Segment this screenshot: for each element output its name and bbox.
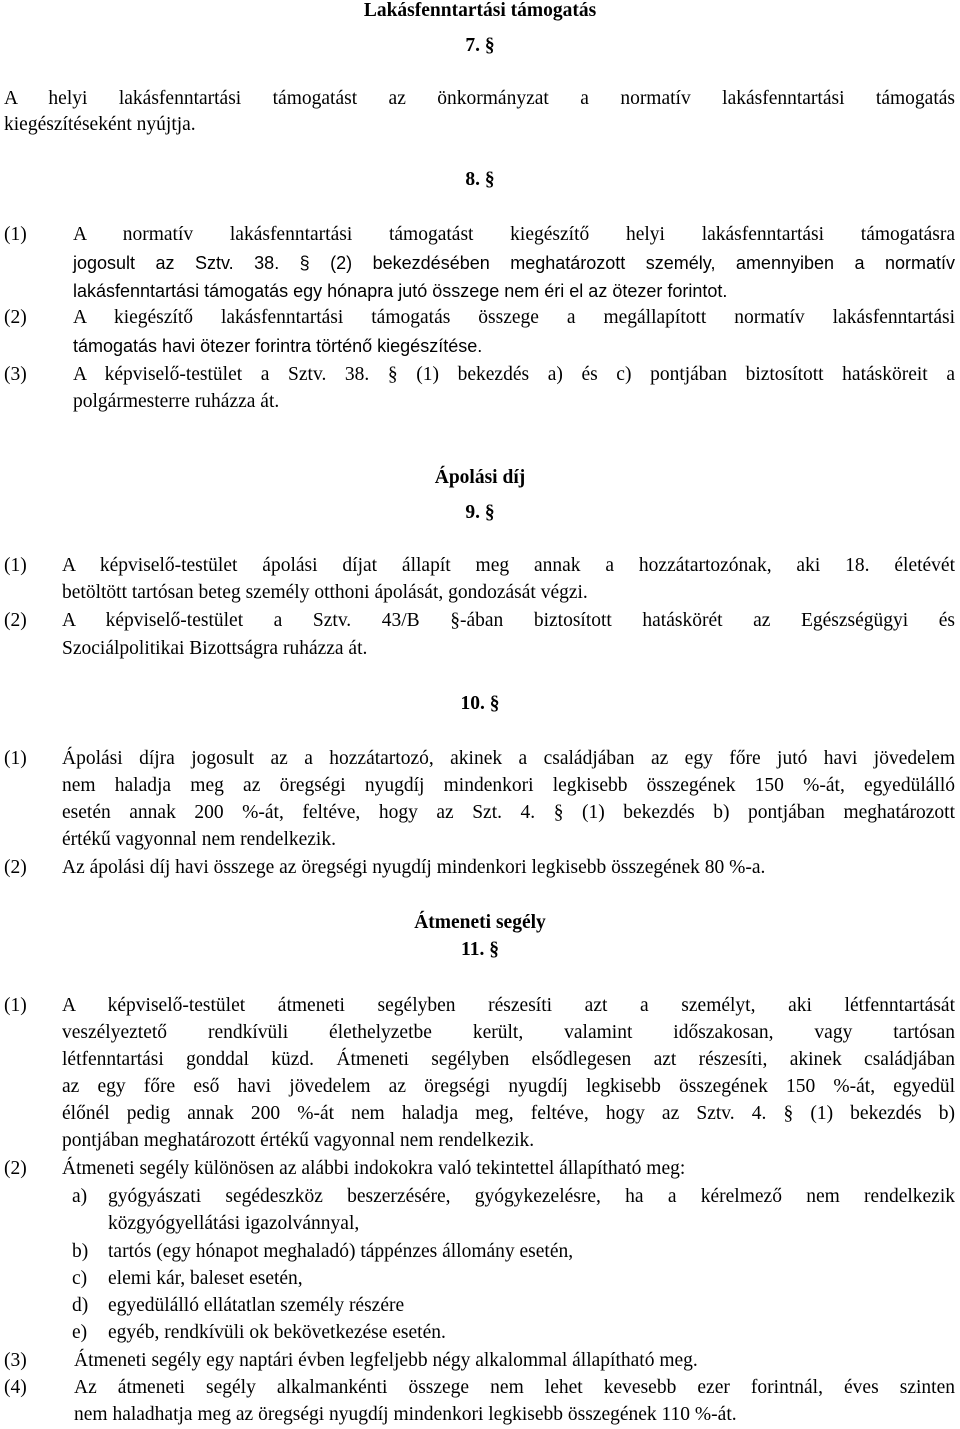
list-label-e: e) (72, 1322, 88, 1343)
list-label-d: d) (72, 1295, 89, 1316)
p8-3-line-1: A képviselő-testület a Sztv. 38. § (1) bekezdés a) és c) pontjában biztosított hatásköreit a (73, 364, 955, 385)
item-number: (2) (4, 857, 27, 878)
list-label-a: a) (72, 1186, 88, 1207)
paragraph-mark-11: 11. § (461, 939, 499, 960)
list-item-c: elemi kár, baleset esetén, (108, 1268, 303, 1289)
item-number: (3) (4, 364, 27, 385)
p9-1-line-1: A képviselő-testület ápolási díjat állapít meg annak a hozzátartozónak, aki 18. életévét (62, 555, 955, 576)
p8-1-line-1: A normatív lakásfenntartási támogatást kiegészítő helyi lakásfenntartási támogatásra (73, 224, 955, 245)
p11-1-line-3: létfenntartási gonddal küzd. Átmeneti segélyben elsődlegesen azt részesíti, akinek családjában (62, 1049, 955, 1070)
item-number: (1) (4, 748, 27, 769)
p8-3-line-2: polgármesterre ruházza át. (73, 391, 280, 412)
p10-1-line-1: Ápolási díjra jogosult az a hozzátartozó, akinek a családjában az egy főre jutó havi jövedelem (62, 748, 955, 769)
section-heading-apolasi-dij: Ápolási díj (434, 467, 526, 488)
paragraph-mark-8: 8. § (465, 169, 495, 190)
item-number: (2) (4, 610, 27, 631)
p8-1-line-3: lakásfenntartási támogatás egy hónapra jutó összege nem éri el az ötezer forintot. (73, 281, 728, 301)
list-item-e: egyéb, rendkívüli ok bekövetkezése esetén. (108, 1322, 446, 1343)
list-item-b: tartós (egy hónapot meghaladó) táppénzes állomány esetén, (108, 1241, 574, 1262)
p8-1-line-2: jogosult az Sztv. 38. § (2) bekezdésében meghatározott személy, amennyiben a normatív (73, 253, 955, 273)
p7-line-1: A helyi lakásfenntartási támogatást az önkormányzat a normatív lakásfenntartási támogatás (4, 88, 955, 109)
section-heading-atmeneti-segely: Átmeneti segély (414, 912, 546, 933)
item-number: (1) (4, 224, 27, 245)
p11-2-line-1: Átmeneti segély különösen az alábbi indokokra való tekintettel állapítható meg: (62, 1158, 686, 1179)
list-label-c: c) (72, 1268, 88, 1289)
item-number: (1) (4, 995, 27, 1016)
p11-1-line-6: pontjában meghatározott értékű vagyonnal nem rendelkezik. (62, 1130, 535, 1151)
p9-1-line-2: betöltött tartósan beteg személy otthoni ápolását, gondozását végzi. (62, 582, 588, 603)
list-item-a-line-2: közgyógyellátási igazolvánnyal, (108, 1213, 360, 1234)
item-number: (1) (4, 555, 27, 576)
p11-3-line-1: Átmeneti segély egy naptári évben legfeljebb négy alkalommal állapítható meg. (74, 1350, 698, 1371)
p10-1-line-2: nem haladja meg az öregségi nyugdíj mindenkori legkisebb összegének 150 %-át, egyedülálló (62, 775, 955, 796)
p11-1-line-5: élőnél pedig annak 200 %-át nem haladja meg, feltéve, hogy az Sztv. 4. § (1) bekezdés b) (62, 1103, 955, 1124)
p11-1-line-1: A képviselő-testület átmeneti segélyben részesíti azt a személyt, aki létfenntartását (62, 995, 955, 1016)
p11-1-line-4: az egy főre eső havi jövedelem az öregségi nyugdíj legkisebb összegének 150 %-át, egyedül (62, 1076, 955, 1097)
p11-4-line-2: nem haladhatja meg az öregségi nyugdíj mindenkori legkisebb összegének 110 %-át. (74, 1404, 737, 1425)
p11-4-line-1: Az átmeneti segély alkalmankénti összege nem lehet kevesebb ezer forintnál, éves szinten (74, 1377, 955, 1398)
p10-1-line-4: értékű vagyonnal nem rendelkezik. (62, 829, 336, 850)
item-number: (4) (4, 1377, 27, 1398)
list-item-d: egyedülálló ellátatlan személy részére (108, 1295, 405, 1316)
item-number: (2) (4, 307, 27, 328)
item-number: (2) (4, 1158, 27, 1179)
paragraph-mark-7: 7. § (465, 35, 495, 56)
p10-1-line-3: esetén annak 200 %-át, feltéve, hogy az Szt. 4. § (1) bekezdés b) pontjában meghatározott (62, 802, 955, 823)
section-heading-lakasfenntartasi: Lakásfenntartási támogatás (363, 0, 597, 21)
p9-2-line-2: Szociálpolitikai Bizottságra ruházza át. (62, 638, 368, 659)
p8-2-line-2: támogatás havi ötezer forintra történő kiegészítése. (73, 336, 483, 356)
paragraph-mark-9: 9. § (465, 502, 495, 523)
p7-line-2: kiegészítéseként nyújtja. (4, 114, 196, 135)
p8-2-line-1: A kiegészítő lakásfenntartási támogatás összege a megállapított normatív lakásfenntartási (73, 307, 955, 328)
item-number: (3) (4, 1350, 27, 1371)
list-item-a-line-1: gyógyászati segédeszköz beszerzésére, gyógykezelésre, ha a kérelmező nem rendelkezik (108, 1186, 955, 1207)
list-label-b: b) (72, 1241, 89, 1262)
p9-2-line-1: A képviselő-testület a Sztv. 43/B §-ában biztosított hatáskörét az Egészségügyi és (62, 610, 955, 631)
p11-1-line-2: veszélyeztető rendkívüli élethelyzetbe került, valamint időszakosan, vagy tartósan (62, 1022, 955, 1043)
paragraph-mark-10: 10. § (460, 693, 500, 714)
p10-2-line-1: Az ápolási díj havi összege az öregségi nyugdíj mindenkori legkisebb összegének 80 %-a. (62, 857, 766, 878)
